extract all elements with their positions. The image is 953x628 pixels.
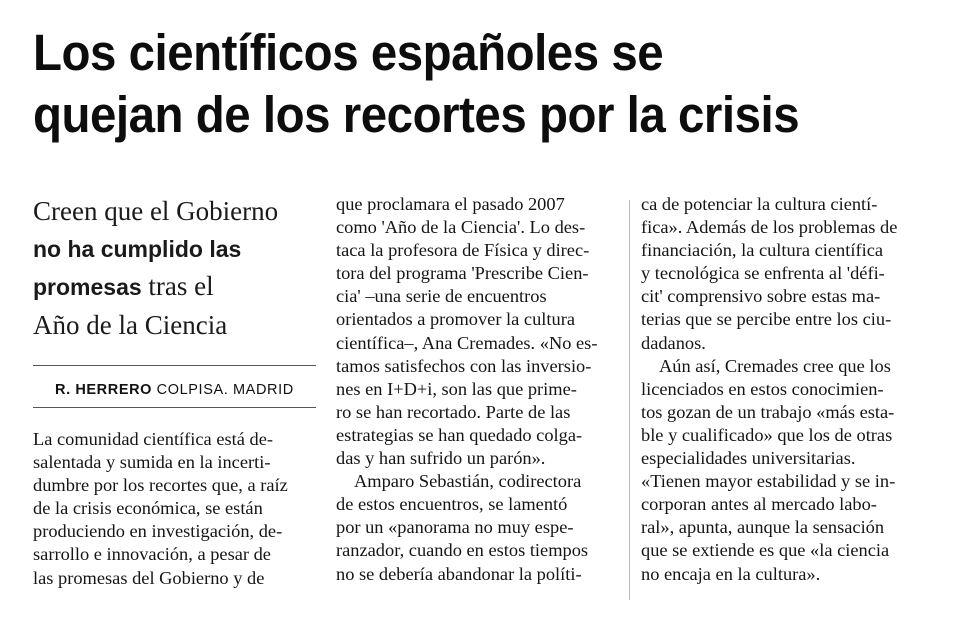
article-line: estrategias se han quedado colga- [336, 424, 583, 445]
byline [55, 382, 294, 398]
article-line: no encaja en la cultura». [641, 563, 821, 584]
headline [33, 22, 870, 146]
article-column-3 [641, 193, 929, 586]
article-line: ble y cualificado» que los de otras [641, 424, 893, 445]
subheadline-bold-word: promesas [33, 274, 142, 300]
article-column-1 [33, 428, 321, 590]
article-line: especialidades universitarias. [641, 448, 856, 469]
article-line: taca la profesora de Física y direc- [336, 240, 590, 261]
article-line: sarrollo e innovación, a pesar de [33, 544, 271, 565]
article-line: cia' –una serie de encuentros [336, 286, 547, 307]
article-line: das y han sufrido un parón». [336, 448, 546, 469]
article-column-2 [336, 193, 624, 586]
article-line: de estos encuentros, se lamentó [336, 494, 568, 515]
article-line: científica–, Ana Cremades. «No es- [336, 332, 598, 353]
article-line: «Tienen mayor estabilidad y se in- [641, 471, 896, 492]
article-line: terias que se percibe entre los ciu- [641, 309, 892, 330]
article-line: orientados a promover la cultura [336, 309, 575, 330]
article-line: no se debería abandonar la políti- [336, 563, 582, 584]
subheadline-line-1: Creen que el Gobierno [33, 196, 279, 226]
article-line: tamos satisfechos con las inversio- [336, 355, 592, 376]
article-line: Amparo Sebastián, codirectora [354, 471, 582, 492]
article-line: de la crisis económica, se están [33, 498, 263, 519]
article-line: que proclamara el pasado 2007 [336, 194, 565, 214]
article-line: nes en I+D+i, son las que prime- [336, 378, 577, 399]
article-line: y tecnológica se enfrenta al 'défi- [641, 263, 885, 284]
subheadline-line-4: Año de la Ciencia [33, 309, 228, 340]
subheadline-line-3-rest: tras el [141, 271, 214, 301]
article-line: produciendo en investigación, de- [33, 521, 283, 542]
byline-author: R. HERRERO [55, 382, 153, 398]
article-line: ral», apunta, aunque la sensación [641, 517, 885, 538]
article-line: La comunidad científica está de- [33, 429, 273, 449]
headline-line-2: quejan de los recortes por la crisis [33, 86, 800, 143]
article-line: por un «panorama no muy espe- [336, 517, 574, 538]
article-line: dadanos. [641, 332, 706, 353]
byline-source: COLPISA. MADRID [152, 382, 294, 398]
article-line: salentada y sumida en la incerti- [33, 452, 271, 473]
article-line: ranzador, cuando en estos tiempos [336, 540, 589, 561]
article-line: que se extiende es que «la ciencia [641, 540, 890, 561]
column-divider [629, 200, 630, 600]
article-line: fica». Además de los problemas de [641, 217, 898, 238]
article-line: como 'Año de la Ciencia'. Lo des- [336, 217, 586, 238]
article-line: las promesas del Gobierno y de [33, 567, 265, 588]
article-line: Aún así, Cremades cree que los [659, 355, 891, 376]
article-line: ro se han recortado. Parte de las [336, 401, 571, 422]
article-line: cit' comprensivo sobre estas ma- [641, 286, 881, 307]
article-line: licenciados en estos conocimien- [641, 378, 884, 399]
headline-line-1: Los científicos españoles se [33, 24, 664, 81]
byline-top-rule [33, 365, 316, 366]
article-line: tos gozan de un trabajo «más esta- [641, 401, 895, 422]
subheadline-line-3 [33, 268, 323, 307]
article-line: dumbre por los recortes que, a raíz [33, 475, 288, 496]
byline-bottom-rule [33, 407, 316, 408]
article-line: corporan antes al mercado labo- [641, 494, 877, 515]
subheadline [33, 193, 323, 344]
article-line: ca de potenciar la cultura cientí- [641, 194, 878, 214]
subheadline-line-2: no ha cumplido las [33, 235, 242, 262]
article-line: tora del programa 'Prescribe Cien- [336, 263, 589, 284]
article-line: financiación, la cultura científica [641, 240, 884, 261]
